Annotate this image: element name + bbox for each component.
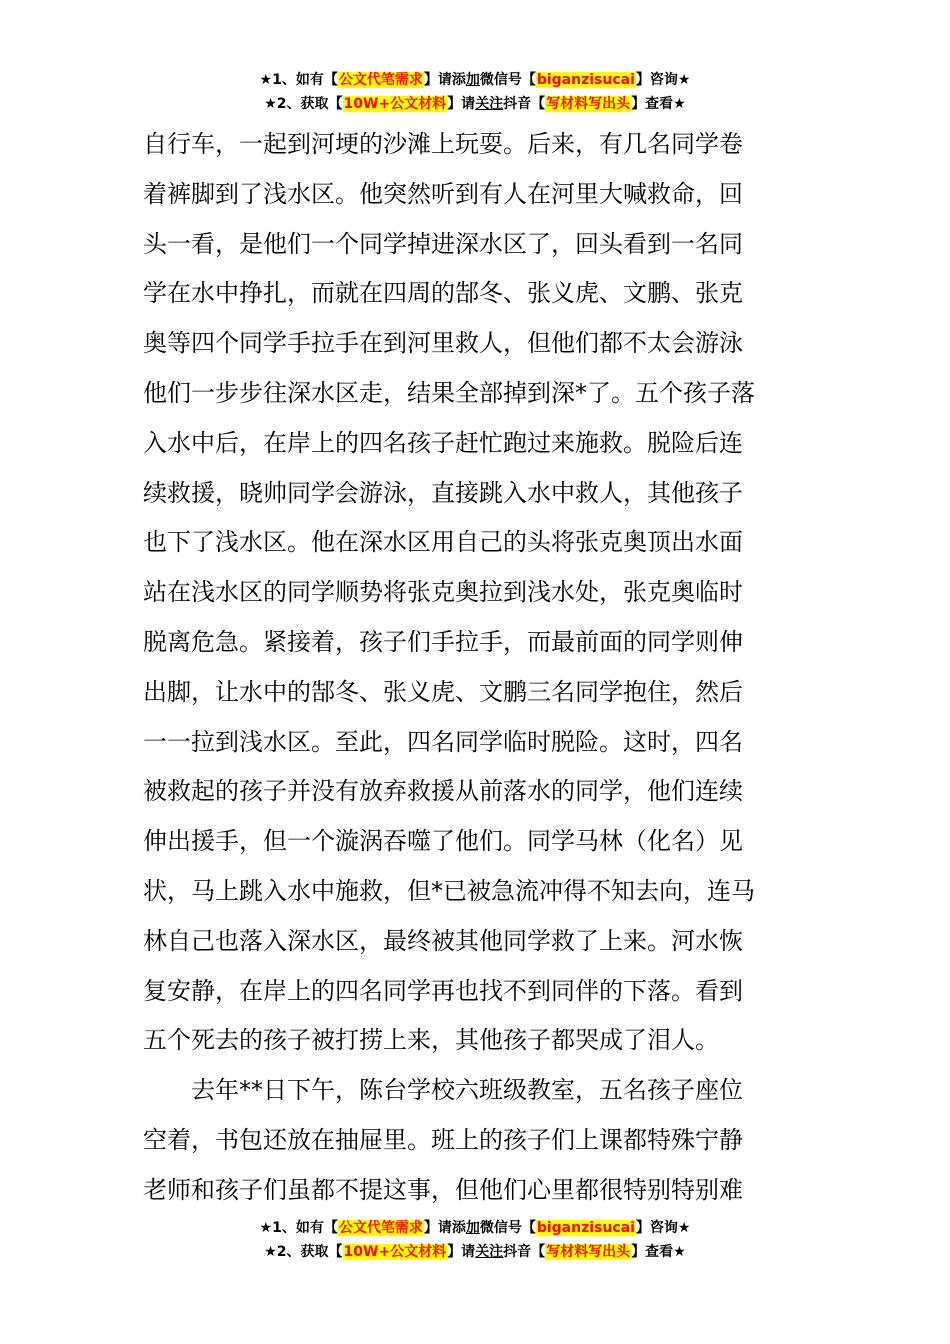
banner-underline: 关注 [475, 96, 504, 112]
banner-line-1 [0, 68, 950, 92]
banner-text: 】查看★ [631, 1244, 686, 1260]
banner-text: 】咨询★ [635, 72, 691, 88]
banner-highlight: 写材料写出头 [546, 96, 631, 112]
paragraph-start-line: 去年**日下午，陈台学校六班级教室，五名孩子座位 [191, 1076, 743, 1105]
banner-text: 】咨询★ [635, 1220, 691, 1236]
text-line: 他们一步步往深水区走，结果全部掉到深*了。五个孩子落 [143, 378, 755, 407]
text-line: 也下了浅水区。他在深水区用自己的头将张克奥顶出水面 [143, 528, 743, 557]
text-line: 头一看，是他们一个同学掉进深水区了，回头看到一名同 [143, 229, 743, 258]
text-line: 学在水中挣扎，而就在四周的郜冬、张义虎、文鹏、张克 [143, 279, 743, 308]
banner-highlight: 10W+公文材料 [343, 1244, 447, 1260]
banner-underline: 加 [465, 1220, 480, 1236]
banner-text: 微信号【 [479, 72, 536, 88]
banner-highlight: 10W+公文材料 [343, 96, 447, 112]
banner-highlight: biganzisucai [536, 72, 635, 88]
text-line: 站在浅水区的同学顺势将张克奥拉到浅水处，张克奥临时 [143, 578, 743, 607]
text-line: 状，马上跳入水中施救，但*已被急流冲得不知去向，连马 [143, 876, 755, 905]
banner-highlight: 写材料写出头 [546, 1244, 631, 1260]
text-line: 老师和孩子们虽都不提这事，但他们心里都很特别特别难 [143, 1175, 743, 1204]
text-line: 脱离危急。紧接着，孩子们手拉手，而最前面的同学则伸 [143, 627, 743, 656]
banner-text: 】请 [447, 1244, 476, 1260]
banner-highlight: 公文代笔需求 [338, 72, 423, 88]
banner-text: ★1、如有【 [259, 72, 338, 88]
text-line: 被救起的孩子并没有放弃救援从前落水的同学，他们连续 [143, 777, 743, 806]
text-line: 自行车，一起到河埂的沙滩上玩耍。后来，有几名同学卷 [143, 130, 743, 158]
banner-line-1 [0, 1216, 950, 1240]
text-line: 出脚，让水中的郜冬、张义虎、文鹏三名同学抱住，然后 [143, 677, 743, 706]
header-banner [0, 68, 950, 116]
text-line: 复安静，在岸上的四名同学再也找不到同伴的下落。看到 [143, 976, 743, 1005]
banner-text: 抖音【 [503, 1244, 546, 1260]
banner-text: ★2、获取【 [264, 1244, 343, 1260]
text-line: 五个死去的孩子被打捞上来，其他孩子都哭成了泪人。 [143, 1026, 719, 1055]
text-line: 一一拉到浅水区。至此，四名同学临时脱险。这时，四名 [143, 727, 743, 756]
banner-underline: 关注 [475, 1244, 504, 1260]
banner-line-2 [0, 92, 950, 116]
text-line: 奥等四个同学手拉手在到河里救人，但他们都不太会游泳 [143, 329, 743, 358]
banner-text: 】请添 [423, 72, 466, 88]
banner-text: ★1、如有【 [259, 1220, 338, 1236]
banner-underline: 加 [465, 72, 480, 88]
document-body [143, 120, 813, 1216]
text-line: 着裤脚到了浅水区。他突然听到有人在河里大喊救命，回 [143, 179, 743, 208]
banner-text: 微信号【 [479, 1220, 536, 1236]
banner-text: ★2、获取【 [264, 96, 343, 112]
text-line: 入水中后，在岸上的四名孩子赶忙跑过来施救。脱险后连 [143, 428, 743, 457]
banner-text: 抖音【 [503, 96, 546, 112]
text-line: 续救援，晓帅同学会游泳，直接跳入水中救人，其他孩子 [143, 478, 743, 507]
banner-highlight: biganzisucai [536, 1220, 635, 1236]
banner-text: 】请添 [423, 1220, 466, 1236]
text-line: 伸出援手，但一个漩涡吞噬了他们。同学马林（化名）见 [143, 827, 743, 856]
text-line: 空着，书包还放在抽屉里。班上的孩子们上课都特殊宁静 [143, 1125, 743, 1154]
banner-line-2 [0, 1240, 950, 1264]
banner-text: 】请 [447, 96, 476, 112]
text-line: 林自己也落入深水区，最终被其他同学救了上来。河水恢 [143, 926, 743, 955]
footer-banner [0, 1216, 950, 1264]
banner-text: 】查看★ [631, 96, 686, 112]
banner-highlight: 公文代笔需求 [338, 1220, 423, 1236]
